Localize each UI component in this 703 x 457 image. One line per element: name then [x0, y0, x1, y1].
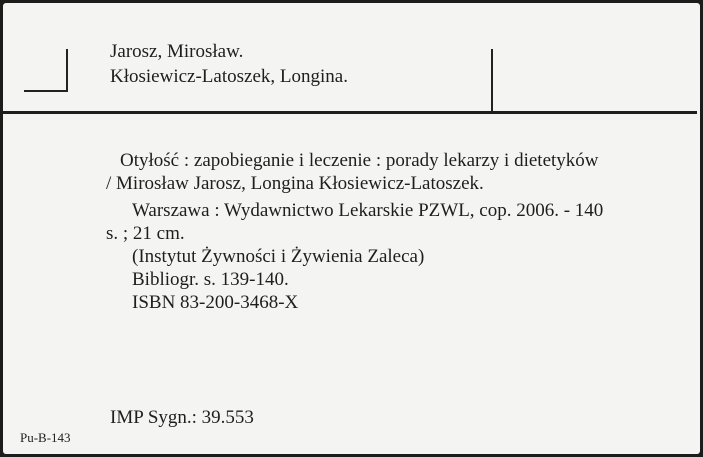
isbn: ISBN 83-200-3468-X [132, 292, 299, 313]
series-statement: (Instytut Żywności i Żywienia Zaleca) [132, 246, 425, 267]
title-statement: Otyłość : zapobieganie i leczenie : porady lekarzy i dietetyków / Mirosław Jarosz, Longina Kłosiewicz-Latoszek. [106, 150, 599, 194]
corner-mark-vertical [66, 49, 68, 91]
author-primary: Jarosz, Mirosław. [110, 41, 244, 62]
call-number: IMP Sygn.: 39.553 [110, 407, 254, 428]
card-body [106, 149, 606, 314]
header-divider-vertical [491, 49, 493, 113]
author-secondary: Kłosiewicz-Latoszek, Longina. [110, 66, 348, 87]
corner-mark-horizontal [24, 90, 68, 92]
header-rule [3, 111, 697, 114]
publication-statement: Warszawa : Wydawnictwo Lekarskie PZWL, cop. 2006. - 140 s. ; 21 cm. [106, 200, 604, 244]
bibliography-note: Bibliogr. s. 139-140. [132, 269, 289, 290]
catalog-card [3, 3, 700, 454]
shelf-code: Pu-B-143 [20, 430, 71, 445]
